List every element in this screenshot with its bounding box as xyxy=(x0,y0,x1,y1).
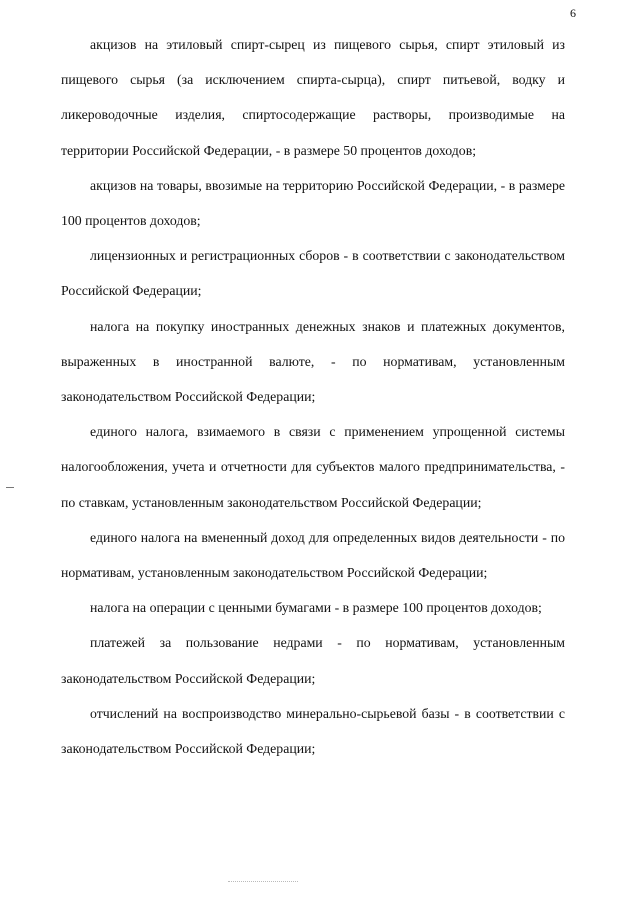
paragraph-license-fees: лицензионных и регистрационных сборов - в соответствии с законодательством Российской Федерации; xyxy=(61,248,565,299)
paragraph-excise-ethyl-spirit: акцизов на этиловый спирт-сырец из пищевого сырья, спирт этиловый из пищевого сырья (за исключением спирта-сырца), спирт питьевой, водку и ликероводочные изделия, спиртосодержащие растворы, производимые на территории Российской Федерации, - в размере 50 процентов доходов; xyxy=(61,37,565,158)
scan-margin-mark xyxy=(6,487,14,488)
scan-bottom-dots xyxy=(228,881,298,883)
paragraph-mineral-base-deductions: отчислений на воспроизводство минерально-сырьевой базы - в соответствии с законодательством Российской Федерации; xyxy=(61,705,565,757)
paragraph-subsoil-payments: платежей за пользование недрами - по нормативам, установленным законодательством Российской Федерации; xyxy=(61,635,565,686)
paragraph-simplified-tax: единого налога, взимаемого в связи с применением упрощенной системы налогообложения, учета и отчетности для субъектов малого предпринимательства, - по ставкам, установленным законодательством Российской Федерации; xyxy=(61,424,565,510)
paragraph-foreign-currency-tax: налога на покупку иностранных денежных знаков и платежных документов, выраженных в иностранной валюте, - по нормативам, установленным законодательством Российской Федерации; xyxy=(61,318,565,405)
paragraph-securities-tax: налога на операции с ценными бумагами - в размере 100 процентов доходов; xyxy=(90,600,542,616)
paragraph-imputed-income-tax: единого налога на вмененный доход для определенных видов деятельности - по нормативам, установленным законодательством Российской Федерации; xyxy=(61,529,565,581)
page-number: 6 xyxy=(570,6,576,20)
paragraph-excise-imported-goods: акцизов на товары, ввозимые на территорию Российской Федерации, - в размере 100 процентов доходов; xyxy=(61,177,565,229)
document-body xyxy=(61,27,565,766)
